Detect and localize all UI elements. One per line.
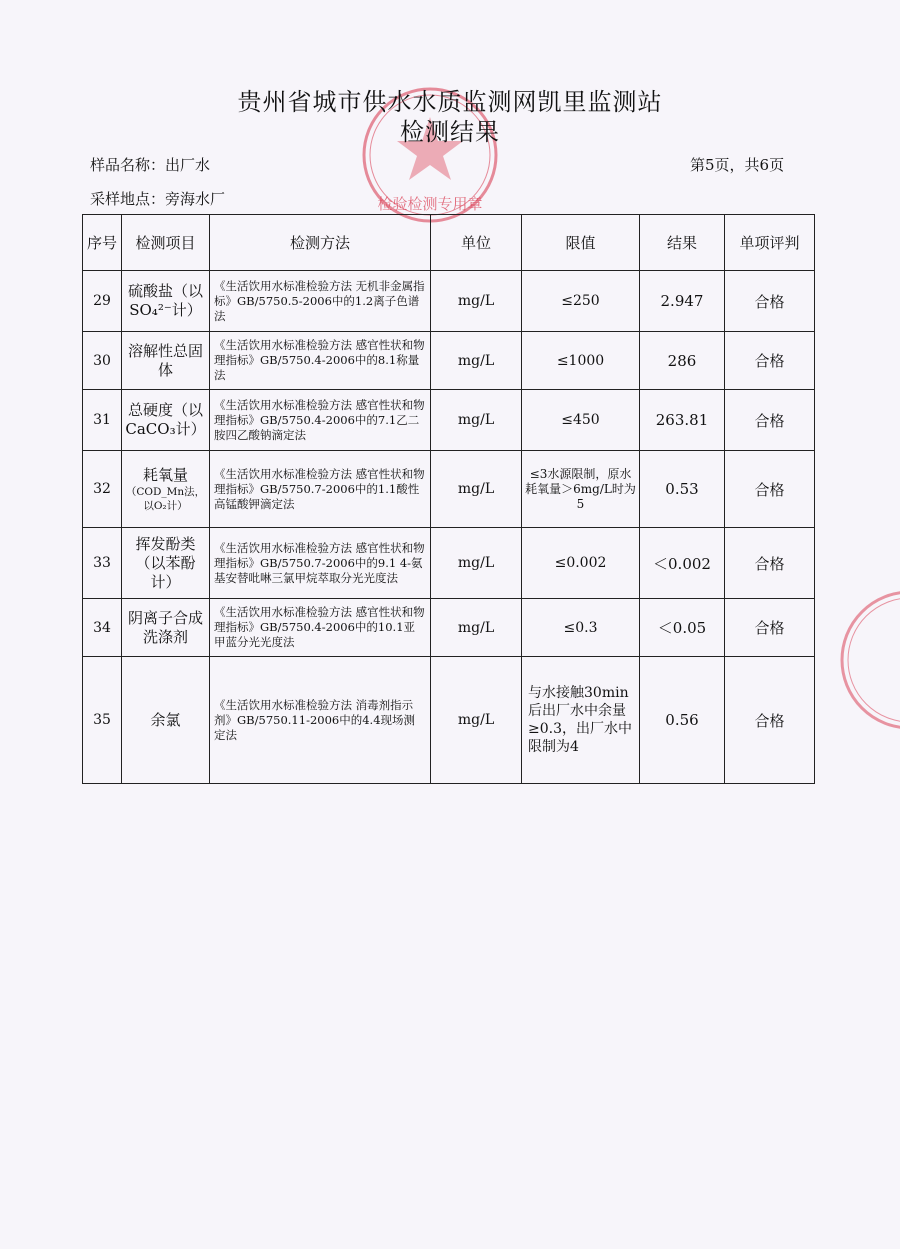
row-unit: mg/L (431, 657, 522, 784)
row-verdict: 合格 (725, 390, 815, 451)
row-item-sub: （COD_Mn法，以O₂计） (125, 485, 206, 512)
row-result: 2.947 (640, 271, 725, 332)
row-method: 《生活饮用水标准检验方法 感官性状和物理指标》GB/5750.4-2006中的7.1乙二胺四乙酸钠滴定法 (210, 390, 431, 451)
row-unit: mg/L (431, 332, 522, 390)
seal-text: 检验检测专用章 (377, 195, 483, 213)
page-info: 第5页，共6页 (690, 156, 785, 174)
row-limit: ≤3水源限制，原水耗氧量＞6mg/L时为5 (522, 451, 640, 528)
header-no: 序号 (83, 215, 122, 271)
row-no: 32 (83, 451, 122, 528)
row-unit: mg/L (431, 599, 522, 657)
header-method: 检测方法 (210, 215, 431, 271)
row-item: 阴离子合成洗涤剂 (122, 599, 210, 657)
row-verdict: 合格 (725, 451, 815, 528)
row-verdict: 合格 (725, 657, 815, 784)
report-subtitle: 检测结果 (400, 118, 500, 146)
table-row (83, 657, 815, 784)
row-item: 总硬度（以CaCO₃计） (122, 390, 210, 451)
row-method: 《生活饮用水标准检验方法 感官性状和物理指标》GB/5750.4-2006中的8.1称量法 (210, 332, 431, 390)
table-row (83, 390, 815, 451)
row-limit: ≤250 (522, 271, 640, 332)
location-value: 旁海水厂 (165, 190, 226, 208)
row-limit: 与水接触30min后出厂水中余量≥0.3，出厂水中限制为4 (522, 657, 640, 784)
sampling-location (90, 188, 225, 209)
row-item: 余氯 (122, 657, 210, 784)
row-limit: ≤450 (522, 390, 640, 451)
row-result: ＜0.05 (640, 599, 725, 657)
row-no: 33 (83, 528, 122, 599)
row-unit: mg/L (431, 451, 522, 528)
row-verdict: 合格 (725, 271, 815, 332)
row-method: 《生活饮用水标准检验方法 感官性状和物理指标》GB/5750.7-2006中的1.1酸性高锰酸钾滴定法 (210, 451, 431, 528)
row-item: 硫酸盐（以SO₄²⁻计） (122, 271, 210, 332)
row-method: 《生活饮用水标准检验方法 无机非金属指标》GB/5750.5-2006中的1.2离子色谱法 (210, 271, 431, 332)
row-verdict: 合格 (725, 332, 815, 390)
sample-name-value: 出厂水 (165, 156, 211, 174)
row-method: 《生活饮用水标准检验方法 消毒剂指示剂》GB/5750.11-2006中的4.4现场测定法 (210, 657, 431, 784)
table-row (83, 528, 815, 599)
row-result: 0.56 (640, 657, 725, 784)
row-limit: ≤1000 (522, 332, 640, 390)
row-no: 29 (83, 271, 122, 332)
row-verdict: 合格 (725, 528, 815, 599)
row-verdict: 合格 (725, 599, 815, 657)
header-unit: 单位 (431, 215, 522, 271)
row-method: 《生活饮用水标准检验方法 感官性状和物理指标》GB/5750.4-2006中的10.1亚甲蓝分光光度法 (210, 599, 431, 657)
row-limit: ≤0.002 (522, 528, 640, 599)
row-unit: mg/L (431, 390, 522, 451)
sample-name (90, 154, 210, 175)
header-limit: 限值 (522, 215, 640, 271)
row-no: 35 (83, 657, 122, 784)
table-header-row (83, 215, 815, 271)
table-row (83, 271, 815, 332)
row-limit: ≤0.3 (522, 599, 640, 657)
row-no: 30 (83, 332, 122, 390)
row-item: 挥发酚类（以苯酚计） (122, 528, 210, 599)
row-unit: mg/L (431, 528, 522, 599)
table-row (83, 332, 815, 390)
header-item: 检测项目 (122, 215, 210, 271)
row-item-main: 耗氧量 (142, 465, 188, 484)
partial-seal-stamp (840, 575, 900, 745)
sample-name-label: 样品名称： (90, 156, 166, 174)
row-no: 34 (83, 599, 122, 657)
header-result: 结果 (640, 215, 725, 271)
results-table (82, 214, 815, 784)
header-verdict: 单项评判 (725, 215, 815, 271)
row-unit: mg/L (431, 271, 522, 332)
row-result: 286 (640, 332, 725, 390)
table-row (83, 451, 815, 528)
row-result: 0.53 (640, 451, 725, 528)
location-label: 采样地点： (90, 190, 166, 208)
row-result: 263.81 (640, 390, 725, 451)
row-result: ＜0.002 (640, 528, 725, 599)
row-method: 《生活饮用水标准检验方法 感官性状和物理指标》GB/5750.7-2006中的9.1 4-氨基安替吡啉三氯甲烷萃取分光光度法 (210, 528, 431, 599)
row-item: 溶解性总固体 (122, 332, 210, 390)
row-no: 31 (83, 390, 122, 451)
table-row (83, 599, 815, 657)
row-item (122, 451, 210, 528)
report-title: 贵州省城市供水水质监测网凯里监测站 (237, 88, 663, 116)
